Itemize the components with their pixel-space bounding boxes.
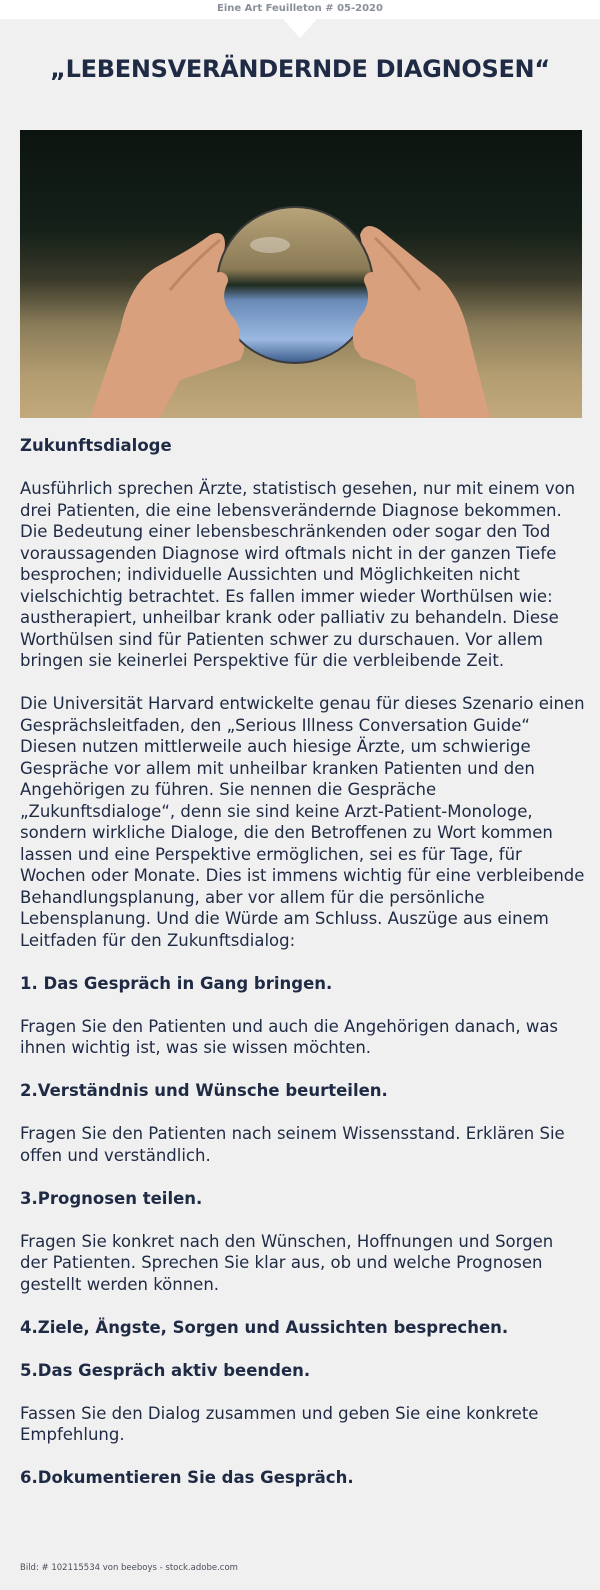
step-text-2: Fragen Sie den Patienten nach seinem Wissensstand. Erklären Sie offen und verständlich.: [20, 1124, 565, 1165]
step-heading-6: 6.Dokumentieren Sie das Gespräch.: [20, 1468, 354, 1487]
step-heading-5: 5.Das Gespräch aktiv beenden.: [20, 1360, 311, 1380]
step-heading-1: 1. Das Gespräch in Gang bringen.: [20, 973, 333, 993]
paragraph-harvard: Die Universität Harvard entwickelte genau für dieses Szenario einen Gesprächsleitfaden, den „Serious Illness Conversation Guide“ Diesen nutzen mittlerweile auch hiesige Ärzte, um schwierige Gespräche vor allem mit unheilbar kranken Patienten und den Angehörigen zu führen. Sie nennen die Gespräche „Zukunftsdialoge“, denn sie sind keine Arzt-Patient-Monologe, sondern wirkliche Dialoge, die den Betroffenen zu Wort kommen lassen und eine Perspektive ermöglichen, sei es für Tage, für Wochen oder Monate. Dies ist immens wichtig für eine verbleibende Behandlungsplanung, aber vor allem für die persönliche Lebensplanung. Und die Würde am Schluss. Auszüge aus einem Leitfaden für den Zukunftsdialog:: [20, 694, 585, 950]
header-notch: [283, 19, 317, 38]
step-text-3: Fragen Sie konkret nach den Wünschen, Hoffnungen und Sorgen der Patienten. Sprechen Sie klar aus, ob und welche Prognosen gestellt werden können.: [20, 1231, 554, 1294]
hero-illustration: [20, 130, 582, 418]
article-body: [20, 430, 585, 1510]
series-header: [0, 0, 600, 19]
series-label: Eine Art Feuilleton # 05-2020: [217, 3, 383, 14]
hero-image: [20, 130, 582, 418]
page-title: „LEBENSVERÄNDERNDE DIAGNOSEN“: [50, 55, 550, 83]
section-subtitle: Zukunftsdialoge: [20, 436, 172, 455]
step-heading-4: 4.Ziele, Ängste, Sorgen und Aussichten besprechen.: [20, 1317, 509, 1337]
step-heading-3: 3.Prognosen teilen.: [20, 1188, 203, 1208]
step-text-5: Fassen Sie den Dialog zusammen und geben Sie eine konkrete Empfehlung.: [20, 1403, 539, 1444]
step-heading-2: 2.Verständnis und Wünsche beurteilen.: [20, 1081, 388, 1100]
step-text-1: Fragen Sie den Patienten und auch die Angehörigen danach, was ihnen wichtig ist, was sie wissen möchten.: [20, 1016, 559, 1057]
paragraph-intro: Ausführlich sprechen Ärzte, statistisch gesehen, nur mit einem von drei Patienten, die eine lebensverändernde Diagnose bekommen. Die Bedeutung einer lebensbeschränkenden oder sogar den Tod voraussagenden Diagnose wird oftmals nicht in der ganzen Tiefe besprochen; individuelle Aussichten und Möglichkeiten nicht vielschichtig betrachtet. Es fallen immer wieder Worthülsen wie: austherapiert, unheilbar krank oder palliativ zu behandeln. Diese Worthülsen sind für Patienten schwer zu durschauen. Vor allem bringen sie keinerlei Perspektive für die verbleibende Zeit.: [20, 479, 576, 670]
image-credit: Bild: # 102115534 von beeboys - stock.adobe.com: [20, 1563, 238, 1573]
